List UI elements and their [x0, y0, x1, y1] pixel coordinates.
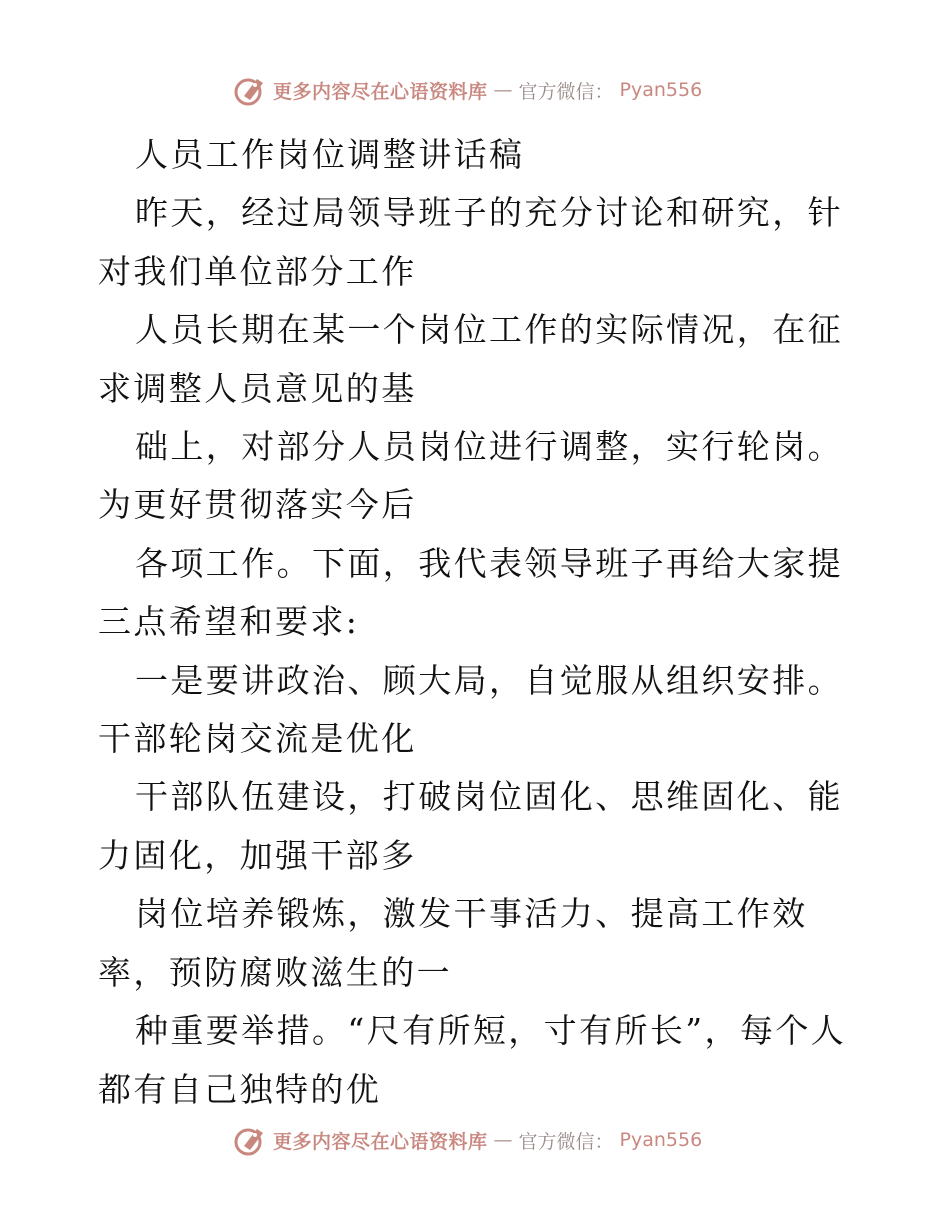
paragraph: 人员长期在某一个岗位工作的实际情况，在征求调整人员意见的基: [98, 310, 843, 408]
header-watermark: [233, 72, 733, 108]
footer-watermark: [233, 1122, 733, 1158]
document-body: [98, 126, 858, 1119]
pen-nib-circle-icon: [233, 73, 267, 107]
watermark-dash: —: [493, 1129, 513, 1151]
paragraph: 各项工作。下面，我代表领导班子再给大家提三点希望和要求:: [98, 543, 843, 642]
watermark-wechat-id: Pyan556: [619, 79, 703, 101]
paragraph: 岗位培养锻炼，激发干事活力、提高工作效率，预防腐败滋生的一: [98, 894, 808, 992]
watermark-official-label: 官方微信：: [518, 1130, 614, 1153]
document-title: 人员工作岗位调整讲话稿: [135, 135, 525, 174]
paragraph: 昨天，经过局领导班子的充分讨论和研究，针对我们单位部分工作: [98, 193, 843, 291]
paragraph: 干部队伍建设，打破岗位固化、思维固化、能力固化，加强干部多: [98, 777, 843, 875]
watermark-wechat-id: Pyan556: [619, 1129, 703, 1151]
watermark-official-label: 官方微信：: [518, 80, 614, 103]
paragraph: 一是要讲政治、顾大局，自觉服从组织安排。干部轮岗交流是优化: [98, 660, 843, 759]
paragraph: 种重要举措。“尺有所短，寸有所长”，每个人都有自己独特的优: [98, 1011, 847, 1109]
watermark-brand: 更多内容尽在心语资料库: [273, 80, 488, 103]
watermark-brand: 更多内容尽在心语资料库: [273, 1130, 488, 1153]
watermark-dash: —: [493, 79, 513, 101]
pen-nib-circle-icon: [233, 1123, 267, 1157]
paragraph: 础上，对部分人员岗位进行调整，实行轮岗。为更好贯彻落实今后: [98, 427, 843, 525]
